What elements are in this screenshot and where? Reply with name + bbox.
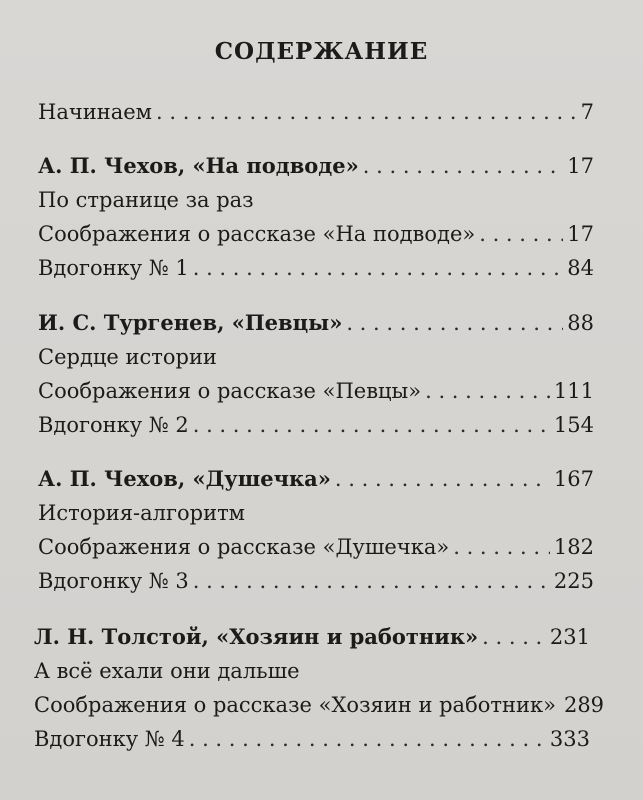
toc-entry-page: 225 <box>553 569 594 593</box>
toc-chapter-title: А. П. Чехов, «На подводе» <box>38 153 359 178</box>
toc-entry-page: 17 <box>567 222 594 246</box>
toc-chapter <box>38 308 594 338</box>
toc-chapter-title: И. С. Тургенев, «Певцы» <box>38 310 343 335</box>
toc-leader-dots <box>156 97 577 127</box>
toc-entry <box>38 97 594 127</box>
toc-entry-title: Вдогонку № 2 <box>38 413 189 437</box>
toc-entry-title: Соображения о рассказе «Душечка» <box>38 535 450 559</box>
toc-section-title: А всё ехали они дальше <box>34 659 300 683</box>
toc-chapter-title: А. П. Чехов, «Душечка» <box>38 466 331 491</box>
toc-leader-dots <box>425 376 550 406</box>
toc-leader-dots <box>479 219 563 249</box>
toc-chapter <box>38 464 594 494</box>
toc-entry-title: Соображения о рассказе «Певцы» <box>38 379 422 403</box>
toc-section-title: По странице за раз <box>38 188 254 212</box>
toc-section-title: Сердце истории <box>38 345 217 369</box>
toc-leader-dots <box>193 410 550 440</box>
toc-entry-title: Начинаем <box>38 100 152 124</box>
toc-entry-page: 167 <box>553 467 594 491</box>
toc-entry-title: Вдогонку № 4 <box>34 727 185 751</box>
toc-entry-page: 154 <box>553 413 594 437</box>
toc-leader-dots <box>193 566 550 596</box>
toc-entry-page: 182 <box>553 535 594 559</box>
toc-section-title: История-алгоритм <box>38 501 246 525</box>
toc-entry-page: 88 <box>567 311 594 335</box>
toc-entry-title: Вдогонку № 3 <box>38 569 189 593</box>
toc-leader-dots <box>193 253 564 283</box>
toc-entry-page: 7 <box>580 100 594 124</box>
toc-leader-dots <box>482 622 546 652</box>
toc-entry-page: 17 <box>567 154 594 178</box>
toc-leader-dots <box>189 724 546 754</box>
toc-leader-dots <box>453 532 550 562</box>
toc-entry <box>34 724 590 754</box>
toc-entry-page: 289 <box>563 693 605 717</box>
toc-entry <box>38 532 594 562</box>
toc-chapter <box>34 622 590 652</box>
toc-entry-title: Соображения о рассказе «Хозяин и работник» <box>34 693 556 717</box>
toc-leader-dots <box>335 464 550 494</box>
toc-entry-title: Соображения о рассказе «На подводе» <box>38 222 476 246</box>
toc-chapter <box>38 151 594 181</box>
toc-entry-page: 231 <box>549 625 590 649</box>
toc-chapter-title: Л. Н. Толстой, «Хозяин и работник» <box>34 624 479 649</box>
toc-entry <box>34 690 605 720</box>
toc-entry <box>38 566 594 596</box>
toc-leader-dots <box>363 151 563 181</box>
toc-leader-dots <box>346 308 563 338</box>
toc-entry-title: Вдогонку № 1 <box>38 256 189 280</box>
toc-entry-page: 333 <box>549 727 590 751</box>
page-title: СОДЕРЖАНИЕ <box>214 38 429 65</box>
toc-entry-page: 84 <box>567 256 594 280</box>
toc-entry <box>38 219 594 249</box>
toc-entry <box>38 376 594 406</box>
toc-entry <box>38 253 594 283</box>
toc-entry <box>38 410 594 440</box>
toc-entry-page: 111 <box>553 379 594 403</box>
